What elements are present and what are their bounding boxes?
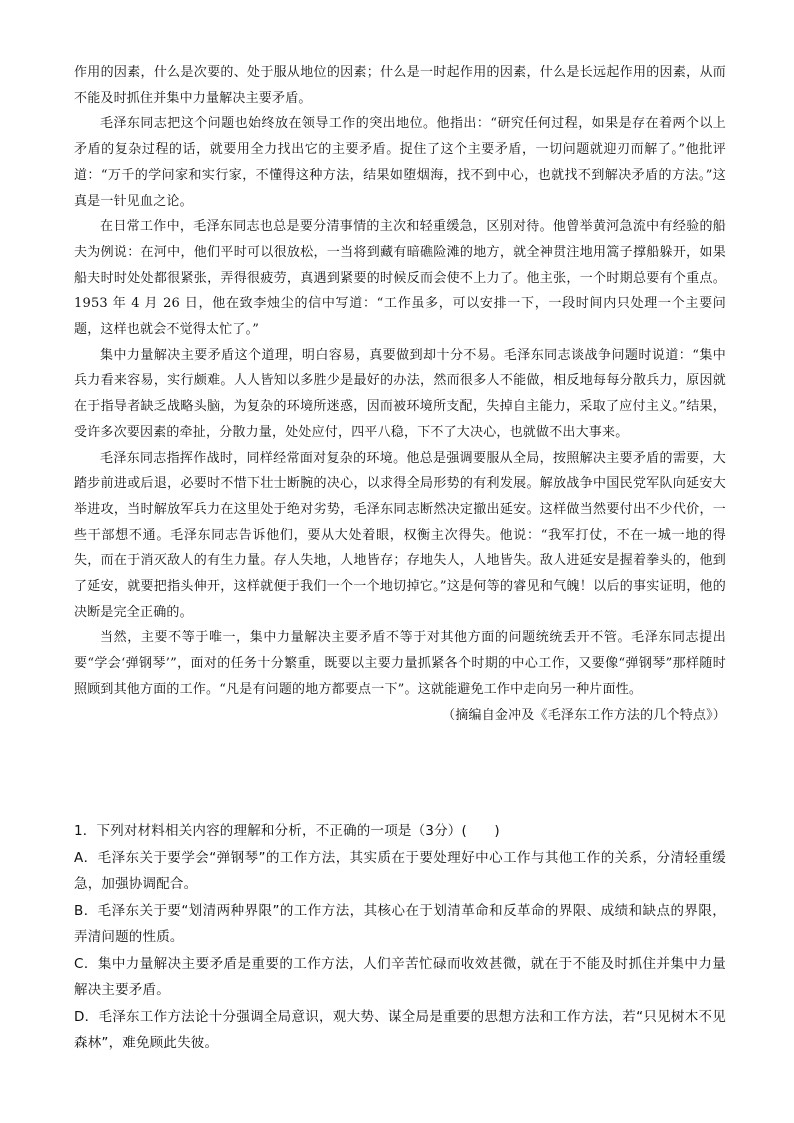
option-d: D．毛泽东工作方法论十分强调全局意识，观大势、谋全局是重要的思想方法和工作方法，若“只见树木不见森林”，难免顾此失彼。 — [74, 1009, 726, 1051]
option-a: A．毛泽东关于要学会“弹钢琴”的工作方法，其实质在于要处理好中心工作与其他工作的关系，分清轻重缓急，加强协调配合。 — [74, 850, 726, 892]
option-b: B．毛泽东关于要“划清两种界限”的工作方法，其核心在于划清革命和反革命的界限、成绩和缺点的界限，弄清问题的性质。 — [74, 903, 726, 945]
passage-paragraph: 毛泽东同志把这个问题也始终放在领导工作的突出地位。他指出：“研究任何过程，如果是存在着两个以上矛盾的复杂过程的话，就要用全力找出它的主要矛盾。捉住了这个主要矛盾，一切问题就迎刃而解了。”他批评道：“万千的学问家和实行家，不懂得这种方法，结果如堕烟海，找不到中心，也就找不到解决矛盾的方法。”这真是一针见血之论。 — [74, 116, 726, 209]
reading-passage — [74, 60, 726, 728]
passage-paragraph: 在日常工作中，毛泽东同志也总是要分清事情的主次和轻重缓急，区别对待。他曾举黄河急流中有经验的船夫为例说：在河中，他们平时可以很放松，一当将到藏有暗礁险滩的地方，就全神贯注地用篙子撑船躲开，如果船夫时时处处都很紧张，弄得很疲劳，真遇到紧要的时候反而会使不上力了。他主张，一个时期总要有个重点。1953 年 4 月 26 日，他在致李烛尘的信中写道：“工作虽多，可以安排一下，一段时间内只处理一个主要问题，这样也就会不觉得太忙了。” — [74, 219, 726, 338]
option-c: C．集中力量解决主要矛盾是重要的工作方法，人们辛苦忙碌而收效甚微，就在于不能及时抓住并集中力量解决主要矛盾。 — [74, 956, 726, 998]
passage-paragraph: 毛泽东同志指挥作战时，同样经常面对复杂的环境。他总是强调要服从全局，按照解决主要矛盾的需要，大踏步前进或后退，必要时不惜下壮士断腕的决心，以求得全局形势的有利发展。解放战争中国民党军队向延安大举进攻，当时解放军兵力在这里处于绝对劣势，毛泽东同志断然决定撤出延安。这样做当然要付出不少代价，一些干部想不通。毛泽东同志告诉他们，要从大处着眼，权衡主次得失。他说：“我军打仗，不在一城一地的得失，而在于消灭敌人的有生力量。存人失地，人地皆存；存地失人，人地皆失。敌人进延安是握着拳头的，他到了延安，就要把指头伸开，这样就便于我们一个一个地切掉它。”这是何等的睿见和气魄！以后的事实证明，他的决断是完全正确的。 — [74, 450, 726, 620]
question-stem: 1．下列对材料相关内容的理解和分析，不正确的一项是（3分）( ) — [74, 823, 500, 839]
passage-source: （摘编自金冲及《毛泽东工作方法的几个特点》） — [442, 707, 726, 723]
passage-paragraph: 作用的因素，什么是次要的、处于服从地位的因素；什么是一时起作用的因素，什么是长远起作用的因素，从而不能及时抓住并集中力量解决主要矛盾。 — [74, 65, 726, 106]
passage-paragraph: 当然，主要不等于唯一，集中力量解决主要矛盾不等于对其他方面的问题统统丢开不管。毛泽东同志提出要“学会‘弹钢琴’”，面对的任务十分繁重，既要以主要力量抓紧各个时期的中心工作，又要像“弹钢琴”那样随时照顾到其他方面的工作。“凡是有问题的地方都要点一下”。这就能避免工作中走向另一种片面性。 — [74, 630, 726, 697]
passage-paragraph: 集中力量解决主要矛盾这个道理，明白容易，真要做到却十分不易。毛泽东同志谈战争问题时说道：“集中兵力看来容易，实行颇难。人人皆知以多胜少是最好的办法，然而很多人不能做，相反地每每分散兵力，原因就在于指导者缺乏战略头脑，为复杂的环境所迷惑，因而被环境所支配，失掉自主能力，采取了应付主义。”结果，受许多次要因素的牵扯，分散力量，处处应付，四平八稳，下不了大决心，也就做不出大事来。 — [74, 347, 726, 440]
question-section — [74, 818, 726, 1057]
